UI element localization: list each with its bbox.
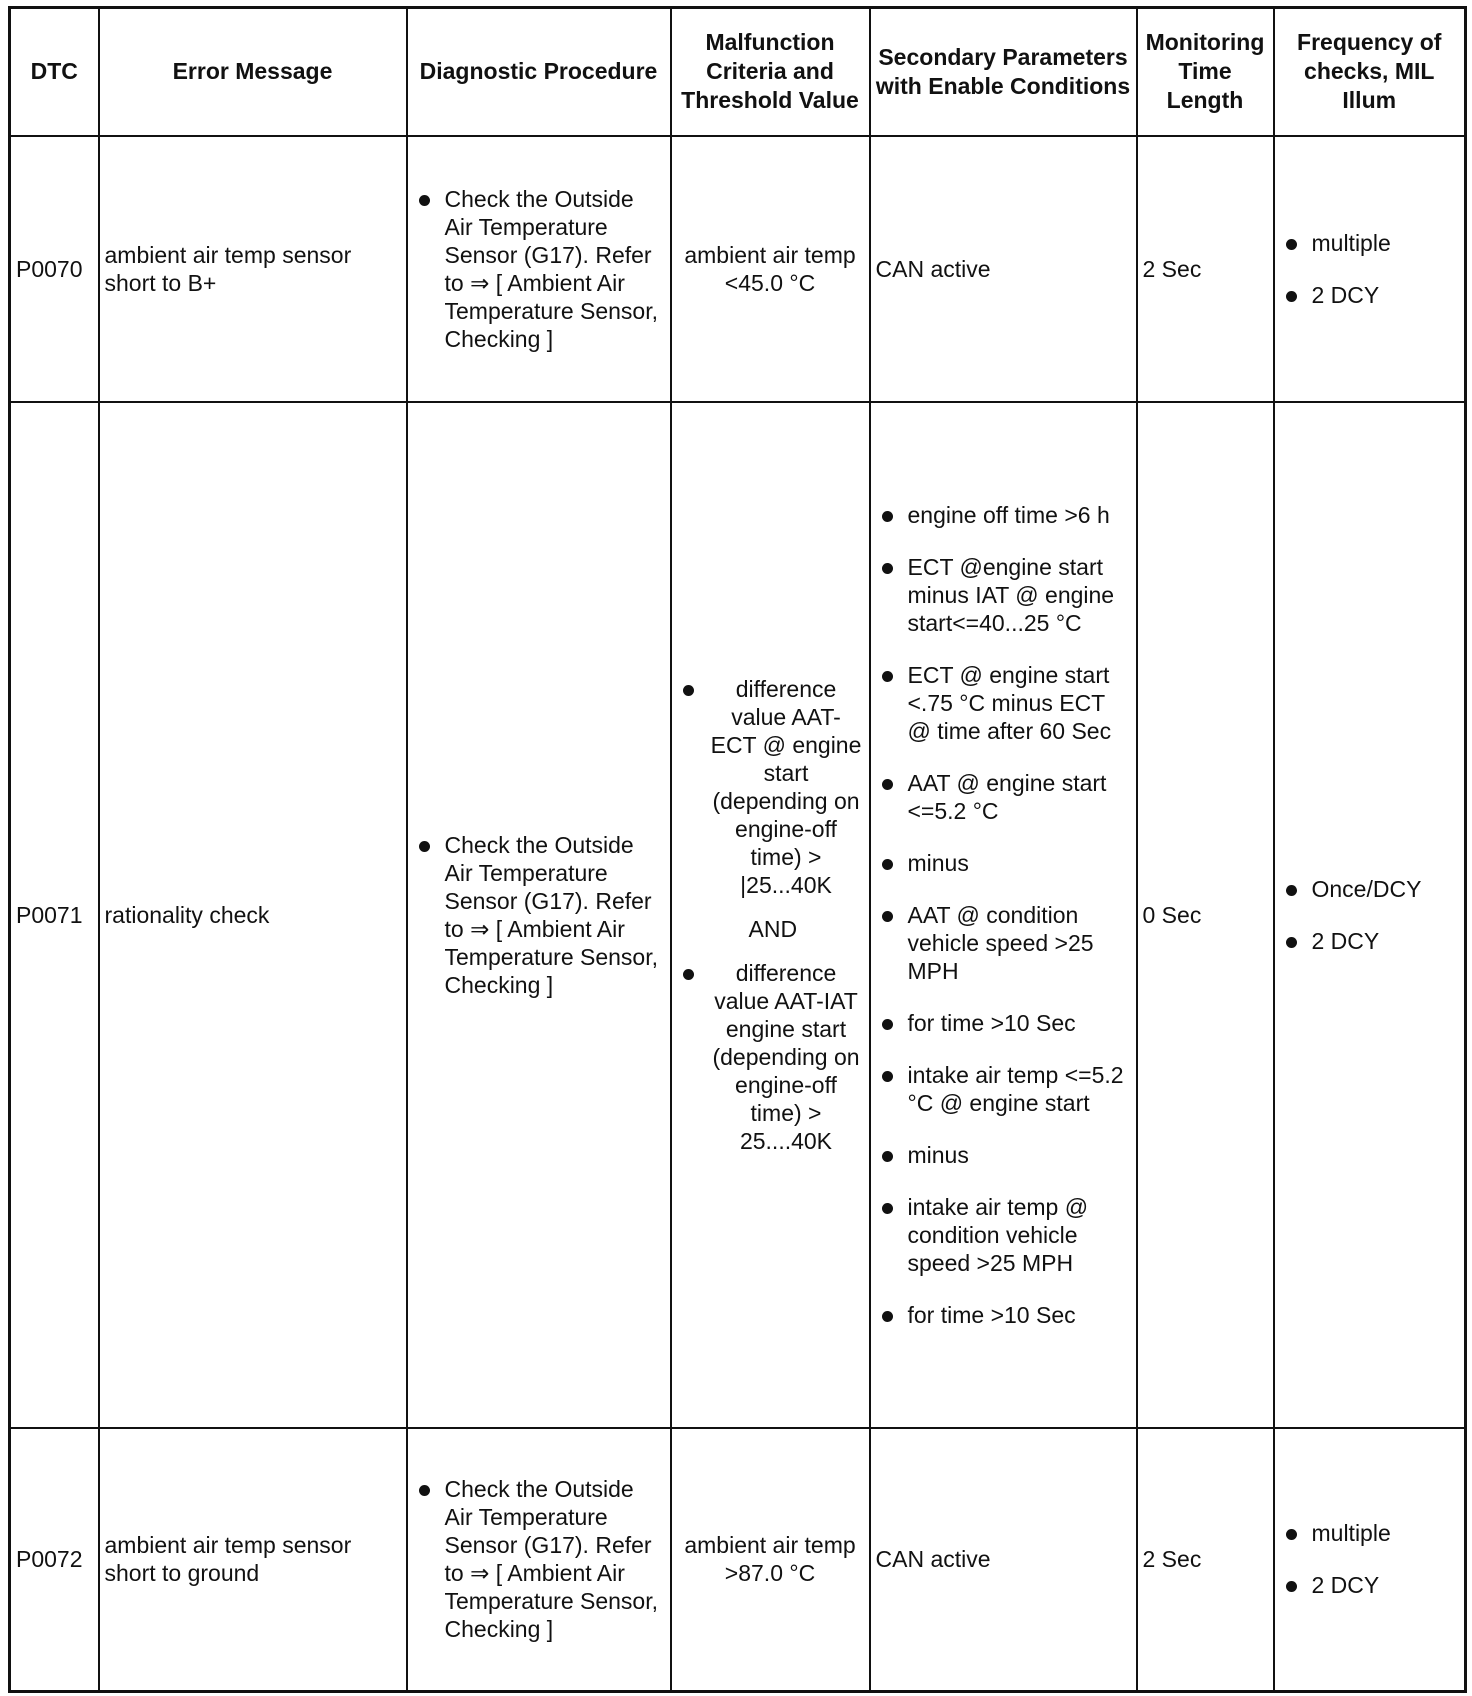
procedure-cell bbox=[407, 1428, 671, 1692]
header-error-message: Error Message bbox=[99, 8, 407, 136]
header-malfunction-criteria: Malfunction Criteria and Threshold Value bbox=[671, 8, 870, 136]
secondary-item: engine off time >6 h bbox=[876, 501, 1131, 529]
frequency-cell bbox=[1274, 1428, 1466, 1692]
procedure-item: Check the Outside Air Temperature Sensor (G17). Refer to ⇒ [ Ambient Air Temperature Sensor, Checking ] bbox=[413, 1475, 665, 1643]
frequency-item: multiple bbox=[1280, 1519, 1460, 1547]
error-message-cell: ambient air temp sensor short to ground bbox=[99, 1428, 407, 1692]
table-header-row bbox=[10, 8, 1466, 136]
secondary-item: minus bbox=[876, 1141, 1131, 1169]
secondary-item: intake air temp <=5.2 °C @ engine start bbox=[876, 1061, 1131, 1117]
frequency-item: Once/DCY bbox=[1280, 875, 1460, 903]
secondary-item: ECT @engine start minus IAT @ engine start<=40...25 °C bbox=[876, 553, 1131, 637]
secondary-item: ECT @ engine start <.75 °C minus ECT @ time after 60 Sec bbox=[876, 661, 1131, 745]
criteria-cell: ambient air temp <45.0 °C bbox=[671, 136, 870, 402]
table-row bbox=[10, 402, 1466, 1428]
error-message-cell: ambient air temp sensor short to B+ bbox=[99, 136, 407, 402]
secondary-item: AAT @ engine start <=5.2 °C bbox=[876, 769, 1131, 825]
header-secondary-parameters: Secondary Parameters with Enable Conditions bbox=[870, 8, 1137, 136]
header-frequency: Frequency of checks, MIL Illum bbox=[1274, 8, 1466, 136]
dtc-cell: P0070 bbox=[10, 136, 99, 402]
secondary-item: for time >10 Sec bbox=[876, 1301, 1131, 1329]
error-message-cell: rationality check bbox=[99, 402, 407, 1428]
secondary-item: minus bbox=[876, 849, 1131, 877]
procedure-item: Check the Outside Air Temperature Sensor (G17). Refer to ⇒ [ Ambient Air Temperature Sensor, Checking ] bbox=[413, 185, 665, 353]
procedure-item: Check the Outside Air Temperature Sensor (G17). Refer to ⇒ [ Ambient Air Temperature Sensor, Checking ] bbox=[413, 831, 665, 999]
table-row bbox=[10, 136, 1466, 402]
frequency-item: multiple bbox=[1280, 229, 1460, 257]
table-row bbox=[10, 1428, 1466, 1692]
frequency-cell bbox=[1274, 136, 1466, 402]
frequency-item: 2 DCY bbox=[1280, 927, 1460, 955]
frequency-cell bbox=[1274, 402, 1466, 1428]
secondary-cell: CAN active bbox=[870, 1428, 1137, 1692]
time-cell: 2 Sec bbox=[1137, 136, 1274, 402]
criteria-item: difference value AAT-ECT @ engine start (depending on engine-off time) > |25...40K bbox=[677, 675, 864, 899]
time-cell: 0 Sec bbox=[1137, 402, 1274, 1428]
frequency-item: 2 DCY bbox=[1280, 1571, 1460, 1599]
criteria-cell: ambient air temp >87.0 °C bbox=[671, 1428, 870, 1692]
dtc-cell: P0072 bbox=[10, 1428, 99, 1692]
header-dtc: DTC bbox=[10, 8, 99, 136]
criteria-item: difference value AAT-IAT engine start (depending on engine-off time) > 25....40K bbox=[677, 959, 864, 1155]
secondary-item: AAT @ condition vehicle speed >25 MPH bbox=[876, 901, 1131, 985]
criteria-and: AND bbox=[748, 915, 798, 942]
procedure-cell bbox=[407, 402, 671, 1428]
secondary-cell: CAN active bbox=[870, 136, 1137, 402]
secondary-cell bbox=[870, 402, 1137, 1428]
secondary-item: intake air temp @ condition vehicle speed >25 MPH bbox=[876, 1193, 1131, 1277]
header-monitoring-time: Monitoring Time Length bbox=[1137, 8, 1274, 136]
procedure-cell bbox=[407, 136, 671, 402]
dtc-cell: P0071 bbox=[10, 402, 99, 1428]
dtc-table bbox=[8, 6, 1467, 1693]
secondary-item: for time >10 Sec bbox=[876, 1009, 1131, 1037]
diagnostic-table-page bbox=[8, 6, 1464, 1690]
time-cell: 2 Sec bbox=[1137, 1428, 1274, 1692]
header-diagnostic-procedure: Diagnostic Procedure bbox=[407, 8, 671, 136]
criteria-cell bbox=[671, 402, 870, 1428]
frequency-item: 2 DCY bbox=[1280, 281, 1460, 309]
